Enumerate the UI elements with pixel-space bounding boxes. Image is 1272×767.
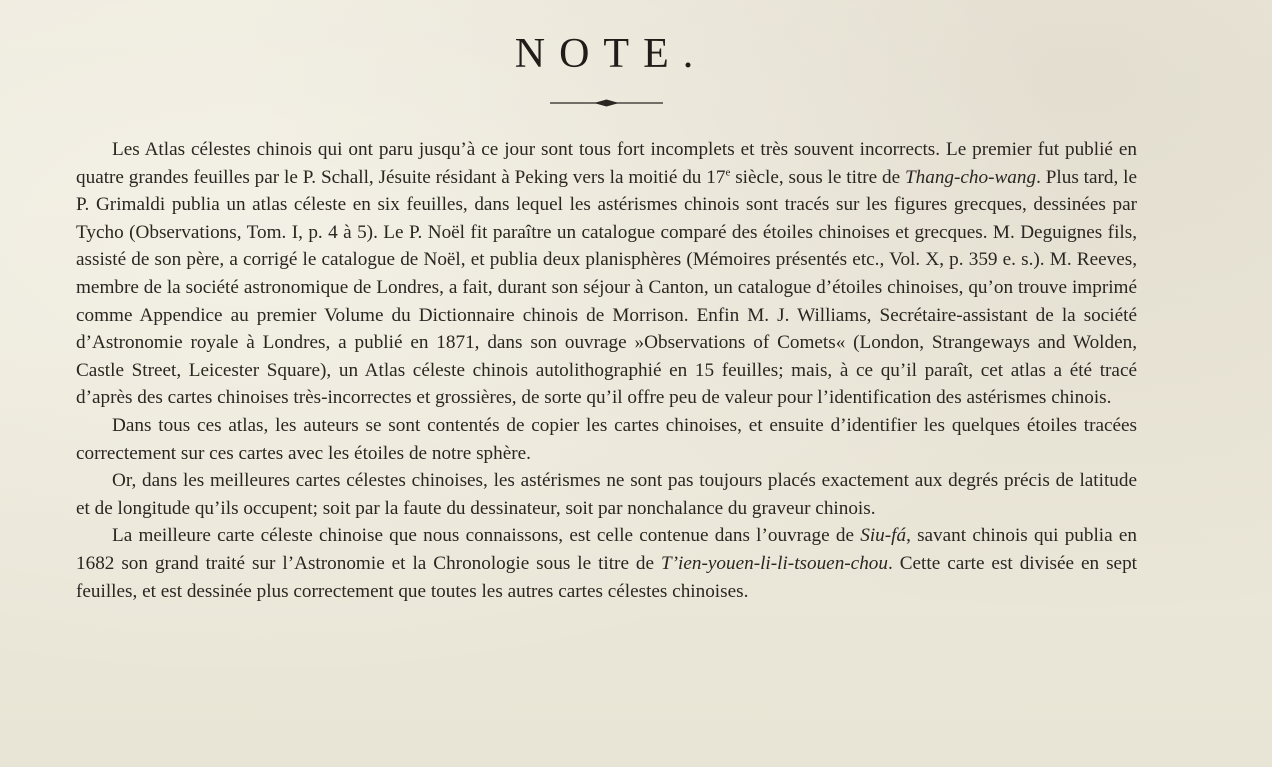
paragraph-text: La meilleure carte céleste chinoise que nous connaissons, est celle contenue dans l’ouvrage de <box>112 525 861 547</box>
italic-title-text: Thang-cho-wang <box>904 166 1037 188</box>
italic-title-text: Siu-fá <box>860 525 907 547</box>
superscript-text: e <box>725 166 731 179</box>
paragraph-text: , savant chinois qui publia en 1682 son grand traité sur l’Astronomie et la Chronologie sous le titre de <box>76 525 1137 574</box>
paragraph <box>76 522 1137 605</box>
paragraph-text: siècle, sous le titre de <box>730 166 905 188</box>
paragraph-text: . Plus tard, le P. Grimaldi publia un atlas céleste en six feuilles, dans lequel les astérismes chinois sont tracés sur les figures grecques, dessinées par Tycho (Observations, Tom. I, p. 4 à 5). Le P. Noël fit paraître un catalogue comparé des étoiles chinoises et grecques. M. Deguignes fils, assisté de son père, a corrigé le catalogue de Noël, et publia deux planisphères (Mémoires présentés etc., Vol. X, p. 359 e. s.). M. Reeves, membre de la société astronomique de Londres, a fait, durant son séjour à Canton, un catalogue d’étoiles chinoises, qu’on trouve imprimé comme Appendice au premier Volume du Dictionnaire chinois de Morrison. Enfin M. J. Williams, Secrétaire-assistant de la société d’Astronomie royale à Londres, a publié en 1871, dans son ouvrage »Observations of Comets« (London, Strangeways and Wolden, Castle Street, Leicester Square), un Atlas céleste chinois autolithographié en 15 feuilles; mais, à ce qu’il paraît, cet atlas a été tracé d’après des cartes chinoises très-incorrectes et grossières, de sorte qu’il offre peu de valeur pour l’identification des astérismes chinois. <box>76 166 1137 409</box>
paragraph <box>76 412 1137 467</box>
paragraph-text: Dans tous ces atlas, les auteurs se sont contentés de copier les cartes chinoises, et ensuite d’identifier les quelques étoiles tracées correctement sur ces cartes avec les étoiles de notre sphère. <box>76 414 1137 464</box>
paragraph <box>76 136 1137 412</box>
italic-title-text: T’ien-youen-li-li-tsouen-chou <box>661 552 888 574</box>
paragraph-text: Or, dans les meilleures cartes célestes chinoises, les astérismes ne sont pas toujours placés exactement aux degrés précis de latitude et de longitude qu’ils occupent; soit par la faute du dessinateur, soit par nonchalance du graveur chinois. <box>76 470 1137 519</box>
page-title: NOTE. <box>514 31 708 77</box>
body-text <box>76 136 1137 605</box>
paragraph-text: Les Atlas célestes chinois qui ont paru jusqu’à ce jour sont tous fort incomplets et très souvent incorrects. Le premier fut publié en quatre grandes feuilles par le P. Schall, Jésuite résidant à Peking vers la moitié du 17 <box>76 139 1137 188</box>
paragraph <box>76 467 1137 522</box>
ornamental-rule <box>550 96 663 110</box>
paragraph-text: . Cette carte est divisée en sept feuilles, et est dessinée plus correctement que toutes les autres cartes célestes chinoises. <box>76 552 1137 602</box>
